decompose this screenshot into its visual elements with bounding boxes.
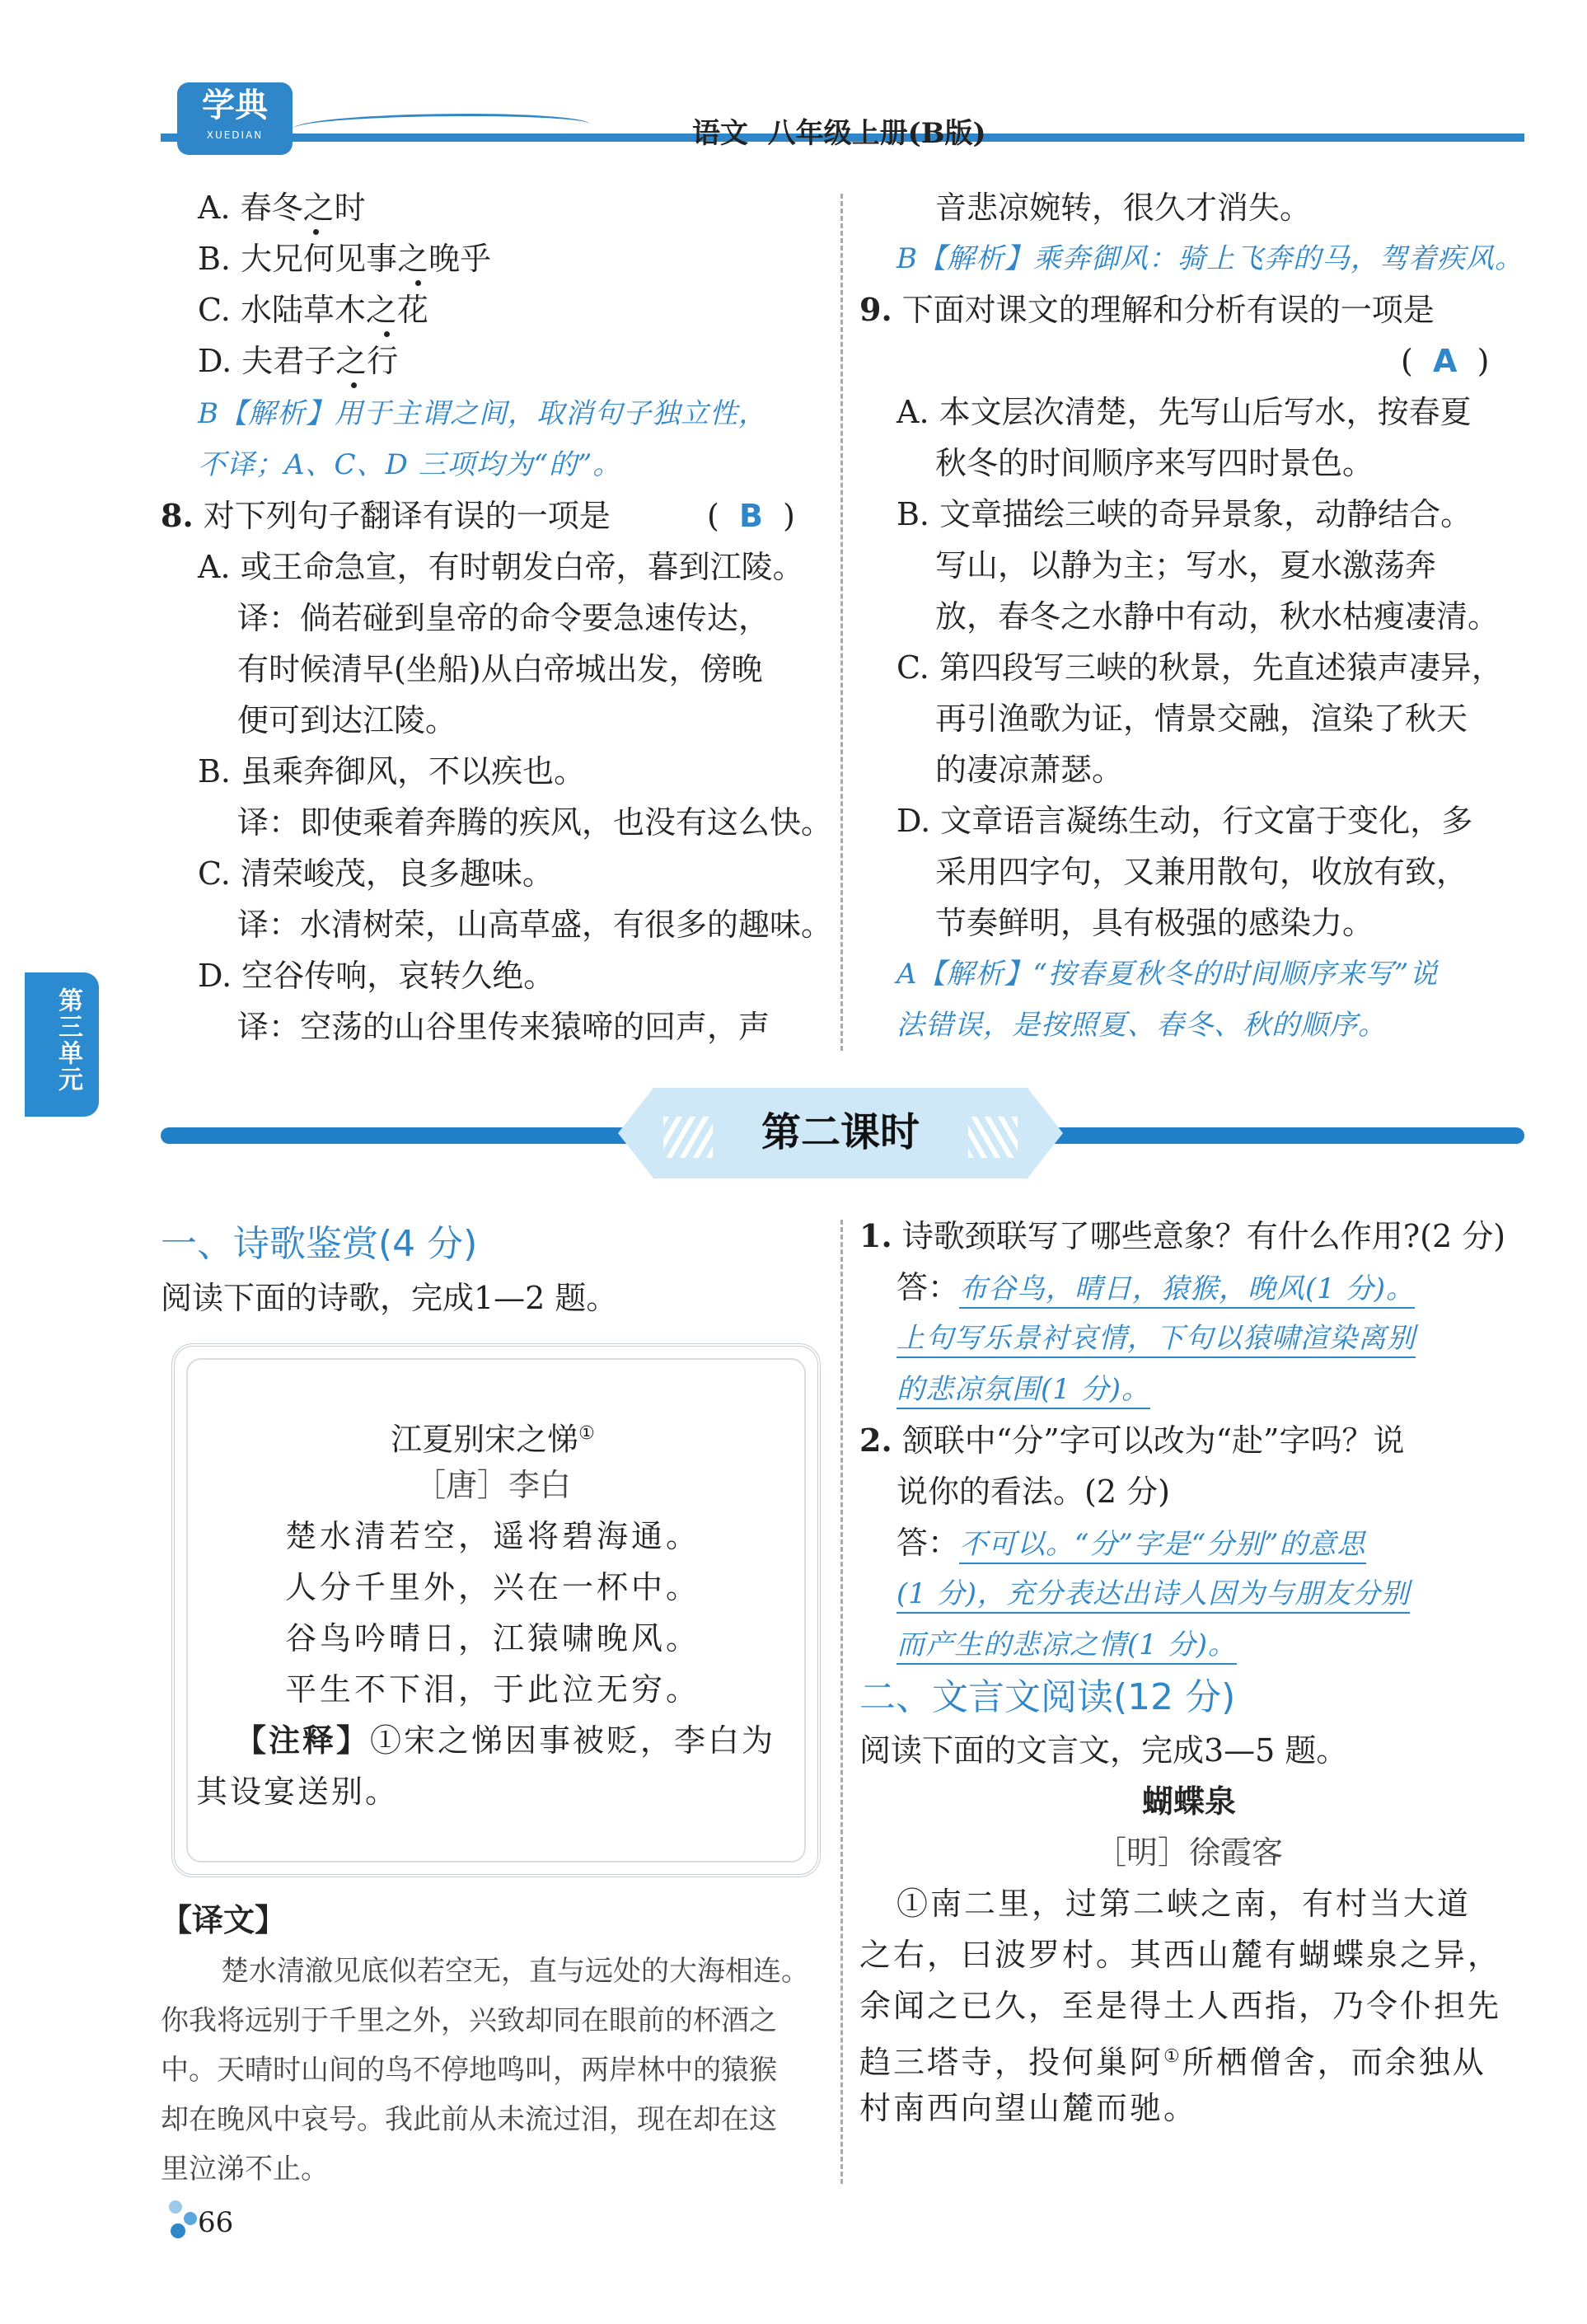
analysis-9-line1: A【解析】“按春夏秋冬的时间顺序来写”说 (896, 958, 1439, 991)
poem-line-2: 人分千里外，兴在一杯中。 (284, 1569, 700, 1605)
q8-line-7: C. 清荣峻茂，良多趣味。 (198, 855, 554, 892)
unit-tab (25, 972, 99, 1117)
q8-line-6: 译：即使乘着奔腾的疾风，也没有这么快。 (237, 804, 833, 841)
section-1-intro: 阅读下面的诗歌，完成1—2 题。 (161, 1280, 618, 1316)
passage-line-4 (859, 2032, 1486, 2087)
answer-2-line2 (896, 1569, 1410, 1619)
question-9-number: 9. (859, 291, 892, 328)
unit-tab-label: 第三单元 (54, 987, 82, 1093)
section-2-intro: 阅读下面的文言文，完成3—5 题。 (859, 1732, 1348, 1769)
q9-line-1: A. 本文层次清楚，先写山后写水，按春夏 (896, 394, 1472, 430)
passage-line-4-b: 所栖僧舍，而余独从 (1182, 2044, 1486, 2081)
q9-line-4: 写山，以静为主；写水，夏水激荡奔 (935, 547, 1437, 583)
answer-2-label: 答： (896, 1525, 960, 1561)
question-1-number: 1. (859, 1217, 892, 1254)
q9-line-2: 秋冬的时间顺序来写四时景色。 (935, 445, 1374, 481)
q8-line-4: 便可到达江陵。 (237, 702, 457, 738)
option-7c: C. 水陆草木之花 (198, 292, 428, 328)
page-number: 66 (198, 2206, 234, 2239)
answer-2-line3 (896, 1620, 1237, 1670)
poem-line-3: 谷鸟吟晴日，江猿啸晚风。 (284, 1620, 700, 1656)
question-2-number: 2. (859, 1422, 892, 1459)
poem-note-text1: ①宋之悌因事被贬，李白为 (370, 1722, 776, 1759)
q8-line-9: D. 空谷传响，哀转久绝。 (198, 958, 555, 994)
q8-line-3: 有时候清早(坐船)从白帝城出发，傍晚 (237, 651, 763, 687)
question-8 (161, 491, 611, 541)
answer-1-text2: 上句写乐景衬哀情，下句以猿啸渲染离别 (896, 1322, 1416, 1358)
passage-line-2: 之右，曰波罗村。其西山麓有蝴蝶泉之异， (859, 1937, 1502, 1973)
section-1-title: 一、诗歌鉴赏(4 分) (161, 1223, 478, 1265)
q9-line-3: B. 文章描绘三峡的奇异景象，动静结合。 (896, 496, 1472, 532)
poem-author: ［唐］李白 (414, 1467, 571, 1503)
q9-line-8: 的凄凉萧瑟。 (935, 752, 1124, 788)
q8-line-2: 译：倘若碰到皇帝的命令要急速传达， (237, 600, 770, 636)
q9-line-11: 节奏鲜明，具有极强的感染力。 (935, 905, 1374, 941)
answer-1-label: 答： (896, 1269, 960, 1305)
q8-continuation: 音悲凉婉转，很久才消失。 (935, 190, 1312, 226)
question-2-line1 (859, 1416, 1404, 1465)
book-title: 语文 八年级上册(B版) (692, 117, 986, 150)
passage-line-3: 余闻之已久，至是得土人西指，乃令仆担先 (859, 1988, 1502, 2024)
poem-note-line2: 其设宴送别。 (196, 1773, 400, 1810)
answer-8: B (738, 498, 763, 534)
question-9 (859, 285, 1435, 335)
page-corner-decoration (169, 2200, 202, 2250)
analysis-7-line2: 不译；A、C、D 三项均为“的”。 (198, 448, 622, 481)
translation-label: 【译文】 (161, 1902, 287, 1938)
poem-note-line1 (235, 1716, 775, 1765)
analysis-9-line2: 法错误，是按照夏、春冬、秋的顺序。 (896, 1009, 1387, 1042)
poem-line-4: 平生不下泪，于此泣无穷。 (284, 1671, 700, 1708)
column-divider-top (840, 194, 843, 1051)
analysis-8: B【解析】乘奔御风：骑上飞奔的马，驾着疾风。 (896, 242, 1524, 275)
translation-line-5: 里泣涕不止。 (161, 2153, 329, 2186)
q8-line-8: 译：水清树荣，山高草盛，有很多的趣味。 (237, 907, 833, 943)
answer-2-line1 (896, 1518, 1366, 1569)
option-7d: D. 夫君子之行 (198, 343, 399, 379)
question-2-text1: 颔联中“分”字可以改为“赴”字吗？说 (901, 1422, 1405, 1459)
column-divider-bottom (840, 1220, 843, 2184)
q9-line-10: 采用四字句，又兼用散句，收放有致， (935, 854, 1468, 890)
passage-author: ［明］徐霞客 (1094, 1834, 1283, 1871)
q9-line-5: 放，春冬之水静中有动，秋水枯瘦凄清。 (935, 598, 1500, 635)
translation-line-4: 却在晚风中哀号。我此前从未流过泪，现在却在这 (161, 2103, 777, 2136)
q8-line-5: B. 虽乘奔御风，不以疾也。 (198, 753, 586, 790)
answer-8-bracket: ( B ) (707, 498, 795, 534)
question-8-text: 对下列句子翻译有误的一项是 (203, 498, 611, 534)
answer-9: A (1432, 343, 1458, 379)
passage-line-4-note: ① (1163, 2046, 1182, 2067)
passage-line-4-a: 趋三塔寺，投何巢阿 (859, 2044, 1164, 2081)
q9-line-9: D. 文章语言凝练生动，行文富于变化，多 (896, 803, 1473, 839)
logo (177, 82, 293, 155)
dot-mark-7d (351, 382, 357, 388)
question-1 (859, 1211, 1505, 1261)
poem-title-note: ① (578, 1423, 595, 1444)
logo-text: 学典 (202, 87, 268, 124)
answer-1-text1: 布谷鸟，晴日，猿猴，晚风(1 分)。 (959, 1272, 1415, 1309)
answer-2-text1: 不可以。“分”字是“分别”的意思 (959, 1528, 1366, 1564)
translation-line-3: 中。天晴时山间的鸟不停地鸣叫，两岸林中的猿猴 (161, 2054, 777, 2087)
q9-line-7: 再引渔歌为证，情景交融，渲染了秋天 (935, 700, 1468, 737)
option-7a: A. 春冬之时 (198, 190, 366, 226)
question-2-line2: 说你的看法。(2 分) (896, 1474, 1170, 1510)
poem-title-line (171, 1409, 814, 1464)
answer-2-text3: 而产生的悲凉之情(1 分)。 (896, 1628, 1237, 1665)
q8-line-1: A. 或王命急宣，有时朝发白帝，暮到江陵。 (198, 549, 804, 585)
answer-1-line1 (896, 1263, 1415, 1314)
poem-note-label: 【注释】 (235, 1722, 371, 1759)
header-wave (293, 114, 589, 139)
passage-line-1: ①南二里，过第二峡之南，有村当大道 (896, 1886, 1472, 1922)
banner-title: 第二课时 (761, 1109, 920, 1155)
answer-2-text2: (1 分)，充分表达出诗人因为与朋友分别 (896, 1577, 1410, 1614)
translation-line-2: 你我将远别于千里之外，兴致却同在眼前的杯酒之 (161, 2004, 777, 2037)
section-2-title: 二、文言文阅读(12 分) (859, 1676, 1236, 1718)
answer-1-text3: 的悲凉氛围(1 分)。 (896, 1373, 1150, 1409)
question-8-number: 8. (161, 497, 194, 534)
passage-line-5: 村南西向望山麓而驰。 (859, 2090, 1198, 2126)
logo-subtext: XUEDIAN (206, 129, 264, 141)
option-7b: B. 大兄何见事之晚乎 (198, 241, 492, 277)
poem-line-1: 楚水清若空，遥将碧海通。 (284, 1518, 700, 1554)
question-1-text: 诗歌颈联写了哪些意象？有什么作用?(2 分) (901, 1218, 1506, 1254)
lesson-banner (161, 1080, 1524, 1187)
question-9-text: 下面对课文的理解和分析有误的一项是 (901, 292, 1435, 328)
translation-line-1: 楚水清澈见底似若空无，直与远处的大海相连。 (221, 1955, 809, 1988)
q8-line-10: 译：空荡的山谷里传来猿啼的回声，声 (237, 1009, 770, 1045)
answer-1-line3 (896, 1365, 1150, 1414)
q9-line-6: C. 第四段写三峡的秋景，先直述猿声凄异， (896, 649, 1503, 686)
passage-title: 蝴蝶泉 (1141, 1783, 1236, 1820)
analysis-7-line1: B【解析】用于主谓之间，取消句子独立性， (198, 397, 767, 430)
answer-9-bracket: ( A ) (1401, 343, 1490, 379)
answer-1-line2 (896, 1314, 1416, 1363)
poem-title: 江夏别宋之悌 (391, 1421, 579, 1458)
